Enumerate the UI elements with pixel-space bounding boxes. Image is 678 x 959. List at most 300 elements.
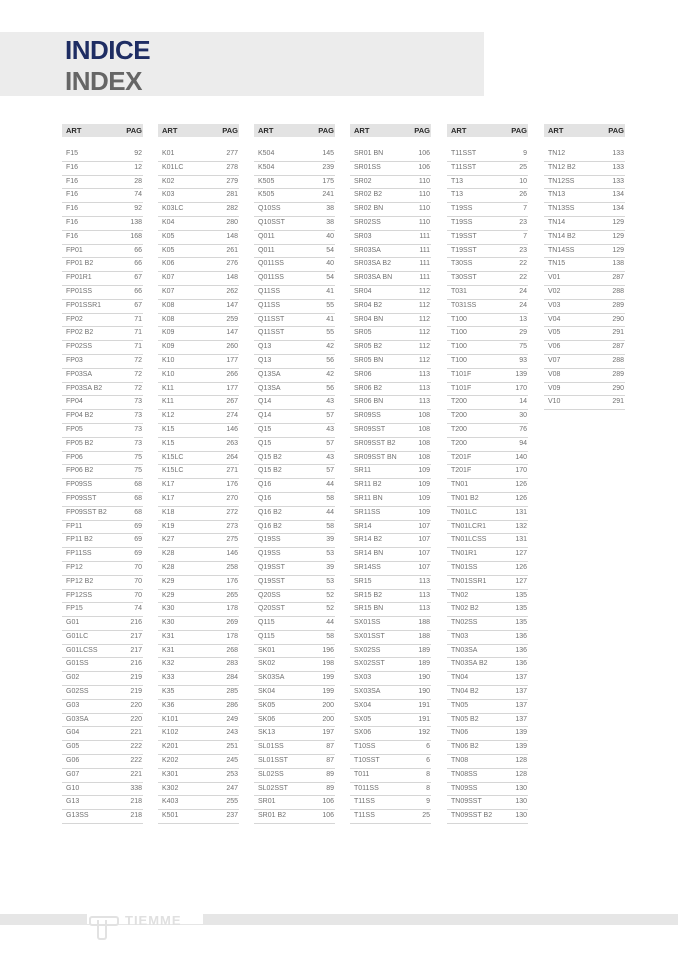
table-row <box>447 231 528 245</box>
table-row <box>350 727 431 741</box>
table-row <box>350 217 431 231</box>
table-row <box>350 410 431 424</box>
article-code: FP06 <box>66 453 83 461</box>
page-number: 219 <box>130 674 142 682</box>
table-row <box>254 741 335 755</box>
table-row <box>254 645 335 659</box>
table-row <box>447 672 528 686</box>
page-number: 126 <box>515 563 527 571</box>
page-number: 133 <box>612 163 624 171</box>
article-code: Q19SS <box>258 536 281 544</box>
table-row <box>62 741 143 755</box>
table-row <box>447 148 528 162</box>
page-number: 9 <box>523 150 527 157</box>
article-code: FP02 B2 <box>66 329 94 337</box>
article-code: V07 <box>548 356 561 364</box>
table-row <box>544 327 625 341</box>
article-code: SR05 B2 <box>354 343 383 351</box>
table-row <box>544 369 625 383</box>
article-code: K09 <box>162 343 175 351</box>
article-code: K15LC <box>162 453 184 461</box>
article-code: Q15 B2 <box>258 453 282 461</box>
page-number: 24 <box>519 287 527 295</box>
article-code: T13 <box>451 177 464 185</box>
page-number: 57 <box>326 467 334 475</box>
article-code: Q13 <box>258 356 272 364</box>
page-number: 110 <box>418 191 430 199</box>
article-code: SX01SST <box>354 632 385 640</box>
page-number: 38 <box>326 218 334 226</box>
article-code: T19SST <box>451 246 477 254</box>
article-code: SX06 <box>354 729 372 737</box>
page-number: 57 <box>326 412 334 420</box>
header-pag: PAG <box>318 126 334 135</box>
article-code: K11 <box>162 398 174 406</box>
article-code: V08 <box>548 370 561 378</box>
table-row <box>350 796 431 810</box>
table-row <box>158 686 239 700</box>
table-row <box>254 769 335 783</box>
table-row <box>254 755 335 769</box>
article-code: SK05 <box>258 701 276 709</box>
page-number: 112 <box>418 301 430 309</box>
page-number: 178 <box>226 632 238 640</box>
table-row <box>254 383 335 397</box>
table-row <box>158 755 239 769</box>
article-code: K202 <box>162 757 179 765</box>
article-code: V10 <box>548 398 561 406</box>
table-row <box>350 769 431 783</box>
article-code: T100 <box>451 343 467 351</box>
header-pag: PAG <box>414 126 430 135</box>
article-code: TN06 <box>451 729 469 737</box>
article-code: TN02 B2 <box>451 605 479 613</box>
table-row <box>447 769 528 783</box>
page-number: 68 <box>134 508 142 516</box>
table-row <box>158 810 239 824</box>
page-number: 275 <box>226 536 238 544</box>
table-row <box>254 658 335 672</box>
table-row <box>254 452 335 466</box>
article-code: SR06 BN <box>354 398 384 406</box>
article-code: T11SS <box>354 812 375 820</box>
article-code: SK03SA <box>258 674 285 682</box>
table-row <box>62 548 143 562</box>
page-number: 109 <box>418 508 430 516</box>
table-row <box>544 189 625 203</box>
article-code: Q115 <box>258 632 275 640</box>
table-row <box>62 148 143 162</box>
table-row <box>254 672 335 686</box>
article-code: K501 <box>162 812 179 820</box>
table-row <box>254 727 335 741</box>
table-row <box>544 272 625 286</box>
page-number: 73 <box>134 398 142 406</box>
article-code: K102 <box>162 729 179 737</box>
article-code: F16 <box>66 205 79 213</box>
article-code: K35 <box>162 688 175 696</box>
article-code: TN09SS <box>451 784 478 792</box>
header-art: ART <box>258 126 274 135</box>
table-row <box>158 231 239 245</box>
page-number: 170 <box>515 467 527 475</box>
page-number: 109 <box>418 481 430 489</box>
page-number: 107 <box>418 536 430 544</box>
article-code: TN13 <box>548 191 566 199</box>
article-code: K33 <box>162 674 175 682</box>
article-code: K07 <box>162 287 175 295</box>
page-number: 200 <box>322 701 334 709</box>
article-code: SR09SS <box>354 412 381 420</box>
table-row <box>62 217 143 231</box>
table-row <box>62 465 143 479</box>
page-number: 14 <box>519 398 527 406</box>
table-row <box>544 245 625 259</box>
page-number: 168 <box>130 232 142 240</box>
page-number: 72 <box>134 384 142 392</box>
page-number: 132 <box>515 522 527 530</box>
table-row <box>62 189 143 203</box>
page-number: 251 <box>226 743 238 751</box>
page-number: 41 <box>326 315 334 323</box>
table-row <box>447 217 528 231</box>
page-number: 92 <box>134 205 142 213</box>
table-row <box>158 534 239 548</box>
article-code: TN04 <box>451 674 469 682</box>
table-row <box>62 272 143 286</box>
article-code: K301 <box>162 770 179 778</box>
table-row <box>350 590 431 604</box>
page-number: 76 <box>519 425 527 433</box>
table-row <box>158 396 239 410</box>
table-row <box>158 493 239 507</box>
article-code: T200 <box>451 425 467 433</box>
article-code: T11SST <box>451 163 477 171</box>
article-code: T011SS <box>354 784 379 792</box>
page-number: 285 <box>226 688 238 696</box>
page-title: INDICE <box>65 35 151 65</box>
table-row <box>62 424 143 438</box>
article-code: G03 <box>66 701 80 709</box>
table-row <box>254 548 335 562</box>
article-code: TN15 <box>548 260 566 268</box>
article-code: SR03SA B2 <box>354 260 391 268</box>
page-number: 112 <box>418 315 430 323</box>
article-code: SR15 BN <box>354 605 384 613</box>
table-row <box>447 796 528 810</box>
table-row <box>447 590 528 604</box>
article-code: T201F <box>451 453 472 461</box>
page-number: 278 <box>226 163 238 171</box>
article-code: G01SS <box>66 660 89 668</box>
page-number: 188 <box>418 619 430 627</box>
article-code: Q11SS <box>258 287 281 295</box>
article-code: SX05 <box>354 715 372 723</box>
page-number: 22 <box>519 274 527 282</box>
article-code: FP04 B2 <box>66 412 94 420</box>
article-code: K11 <box>162 384 174 392</box>
page-number: 216 <box>130 619 142 627</box>
table-row <box>62 383 143 397</box>
table-row <box>62 590 143 604</box>
table-row <box>544 162 625 176</box>
page-number: 191 <box>418 715 430 723</box>
table-row <box>158 741 239 755</box>
page-number: 245 <box>226 757 238 765</box>
article-code: FP01R1 <box>66 274 92 282</box>
table-row <box>447 314 528 328</box>
table-row <box>158 327 239 341</box>
page-number: 69 <box>134 536 142 544</box>
table-row <box>350 286 431 300</box>
article-code: K505 <box>258 177 275 185</box>
page-number: 129 <box>612 246 624 254</box>
header-pag: PAG <box>511 126 527 135</box>
page-number: 66 <box>134 246 142 254</box>
table-row <box>158 383 239 397</box>
article-code: Q15 <box>258 439 272 447</box>
page-number: 217 <box>130 632 142 640</box>
article-code: SX03SA <box>354 688 381 696</box>
article-code: SR11 BN <box>354 494 383 502</box>
page-number: 74 <box>134 191 142 199</box>
table-row <box>447 727 528 741</box>
page-number: 56 <box>326 356 334 364</box>
page-number: 241 <box>322 191 334 199</box>
table-row <box>62 507 143 521</box>
article-code: Q13 <box>258 343 272 351</box>
article-code: SK04 <box>258 688 276 696</box>
table-row <box>447 438 528 452</box>
table-row <box>350 424 431 438</box>
table-row <box>544 286 625 300</box>
table-row <box>350 645 431 659</box>
article-code: TN01LCR1 <box>451 522 487 530</box>
article-code: F16 <box>66 218 79 226</box>
table-row <box>62 534 143 548</box>
article-code: SR05 BN <box>354 356 384 364</box>
table-row <box>158 452 239 466</box>
article-code: K504 <box>258 150 275 157</box>
article-code: K15 <box>162 425 175 433</box>
article-code: FP09SST <box>66 494 97 502</box>
article-code: FP05 B2 <box>66 439 94 447</box>
page-number: 288 <box>612 287 624 295</box>
page-number: 136 <box>515 660 527 668</box>
page-number: 126 <box>515 494 527 502</box>
article-code: FP12SS <box>66 591 93 599</box>
table-row <box>62 521 143 535</box>
column-header <box>544 124 625 137</box>
page-number: 196 <box>322 646 334 654</box>
table-row <box>447 410 528 424</box>
article-code: K30 <box>162 605 175 613</box>
article-code: SK02 <box>258 660 276 668</box>
table-row <box>158 548 239 562</box>
table-row <box>350 176 431 190</box>
index-column <box>447 124 528 824</box>
article-code: Q10SST <box>258 218 285 226</box>
article-code: T100 <box>451 356 467 364</box>
table-row <box>62 438 143 452</box>
table-row <box>447 245 528 259</box>
column-header <box>62 124 143 137</box>
article-code: TN01SSR1 <box>451 577 487 585</box>
table-row <box>158 217 239 231</box>
table-row <box>158 162 239 176</box>
page-number: 247 <box>226 784 238 792</box>
table-row <box>62 727 143 741</box>
page-number: 75 <box>519 343 527 351</box>
page-number: 75 <box>134 467 142 475</box>
article-code: V06 <box>548 343 561 351</box>
article-code: G07 <box>66 770 80 778</box>
table-row <box>62 314 143 328</box>
table-row <box>158 300 239 314</box>
table-row <box>447 534 528 548</box>
page-number: 29 <box>519 329 527 337</box>
table-row <box>350 327 431 341</box>
article-code: Q11SS <box>258 301 281 309</box>
article-code: Q14 <box>258 398 272 406</box>
article-code: Q19SS <box>258 550 281 558</box>
table-row <box>62 755 143 769</box>
table-row <box>447 562 528 576</box>
page-number: 128 <box>515 757 527 765</box>
article-code: T200 <box>451 412 467 420</box>
page-number: 28 <box>134 177 142 185</box>
article-code: K05 <box>162 246 175 254</box>
table-row <box>350 369 431 383</box>
article-code: G01LCSS <box>66 646 98 654</box>
article-code: Q13SA <box>258 370 281 378</box>
page-number: 112 <box>418 356 430 364</box>
table-row <box>544 314 625 328</box>
page-number: 40 <box>326 260 334 268</box>
article-code: Q011SS <box>258 274 284 282</box>
article-code: SR03SA <box>354 246 381 254</box>
article-code: SR14 BN <box>354 550 384 558</box>
page-number: 189 <box>418 660 430 668</box>
page-number: 87 <box>326 757 334 765</box>
page-number: 137 <box>515 701 527 709</box>
table-row <box>254 162 335 176</box>
table-row <box>158 603 239 617</box>
page-number: 93 <box>519 356 527 364</box>
table-row <box>447 810 528 824</box>
table-row <box>62 162 143 176</box>
table-row <box>254 396 335 410</box>
page-number: 175 <box>322 177 334 185</box>
article-code: K31 <box>162 632 175 640</box>
page-number: 220 <box>130 701 142 709</box>
page-number: 6 <box>426 757 430 765</box>
article-code: K403 <box>162 798 179 806</box>
page-number: 200 <box>322 715 334 723</box>
article-code: T30SST <box>451 274 477 282</box>
article-code: K27 <box>162 536 175 544</box>
page-number: 53 <box>326 577 334 585</box>
page-number: 265 <box>226 591 238 599</box>
article-code: G04 <box>66 729 80 737</box>
table-row <box>254 258 335 272</box>
article-code: TN05 B2 <box>451 715 479 723</box>
article-code: SR14 B2 <box>354 536 383 544</box>
page-number: 70 <box>134 591 142 599</box>
page-number: 43 <box>326 425 334 433</box>
row-list <box>544 148 625 410</box>
article-code: T100 <box>451 315 467 323</box>
header-pag: PAG <box>608 126 624 135</box>
table-row <box>350 534 431 548</box>
table-row <box>350 548 431 562</box>
article-code: SR14SS <box>354 563 381 571</box>
page-number: 146 <box>226 550 238 558</box>
page-number: 111 <box>419 246 430 254</box>
page-number: 58 <box>326 494 334 502</box>
article-code: T30SS <box>451 260 473 268</box>
article-code: TN05 <box>451 701 469 709</box>
page-number: 38 <box>326 205 334 213</box>
article-code: FP04 <box>66 398 83 406</box>
page-number: 271 <box>226 467 238 475</box>
article-code: T200 <box>451 398 467 406</box>
article-code: SR02 BN <box>354 205 384 213</box>
page-number: 267 <box>226 398 238 406</box>
page-number: 67 <box>134 274 142 282</box>
page-number: 66 <box>134 287 142 295</box>
page-number: 126 <box>515 481 527 489</box>
table-row <box>158 176 239 190</box>
table-row <box>447 631 528 645</box>
page-number: 134 <box>612 191 624 199</box>
article-code: Q16 B2 <box>258 522 282 530</box>
page-number: 289 <box>612 370 624 378</box>
article-code: K29 <box>162 577 175 585</box>
article-code: G01 <box>66 619 80 627</box>
table-row <box>254 603 335 617</box>
article-code: FP12 <box>66 563 83 571</box>
table-row <box>350 507 431 521</box>
article-code: SX04 <box>354 701 372 709</box>
row-list <box>350 148 431 824</box>
article-code: Q15 <box>258 425 272 433</box>
page-number: 43 <box>326 398 334 406</box>
article-code: K29 <box>162 591 175 599</box>
page-number: 129 <box>612 218 624 226</box>
table-row <box>350 355 431 369</box>
table-row <box>254 465 335 479</box>
article-code: TN01 <box>451 481 469 489</box>
page-number: 108 <box>418 453 430 461</box>
table-row <box>158 258 239 272</box>
page-number: 66 <box>134 260 142 268</box>
page-number: 39 <box>326 536 334 544</box>
article-code: FP15 <box>66 605 83 613</box>
page-number: 138 <box>130 218 142 226</box>
table-row <box>254 189 335 203</box>
page-number: 112 <box>418 329 430 337</box>
article-code: TN09SST B2 <box>451 812 493 820</box>
table-row <box>350 300 431 314</box>
table-row <box>254 493 335 507</box>
table-row <box>350 714 431 728</box>
header-art: ART <box>451 126 467 135</box>
page-number: 12 <box>134 163 142 171</box>
article-code: K10 <box>162 370 175 378</box>
table-row <box>62 645 143 659</box>
page-number: 128 <box>515 770 527 778</box>
